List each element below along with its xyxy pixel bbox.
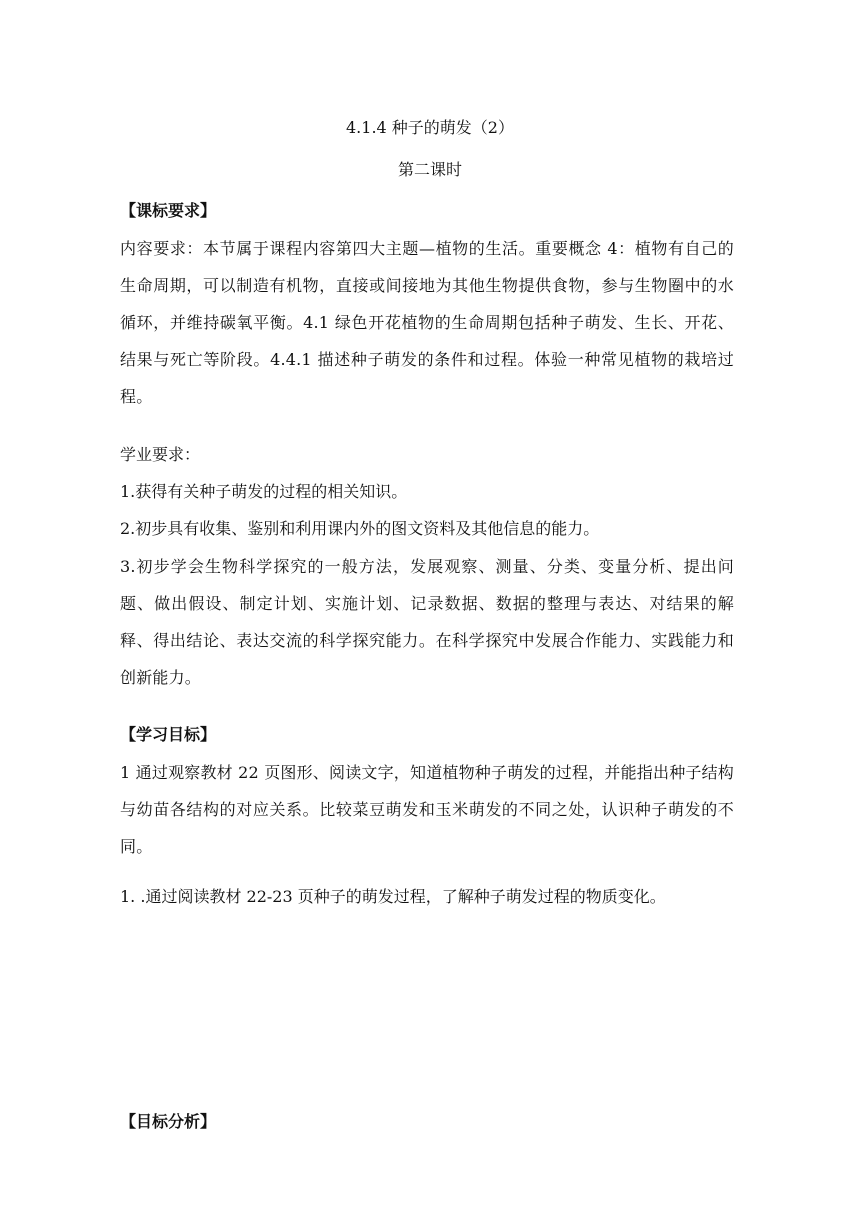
document-subtitle: 第二课时	[397, 160, 462, 179]
section-heading-analysis: 【目标分析】	[120, 1112, 217, 1131]
content-requirement-paragraph: 内容要求：本节属于课程内容第四大主题—植物的生活。重要概念 4：植物有自己的生命周期，可以制造有机物，直接或间接地为其他生物提供食物，参与生物圈中的水循环，并维持碳氧平衡。4.1 绿色开花植物的生命周期包括种子萌发、生长、开花、结果与死亡等阶段。4.4.1 描述种子萌发的条件和过程。体验一种常见植物的栽培过程。	[120, 239, 734, 406]
academic-item: 2.初步具有收集、鉴别和利用课内外的图文资料及其他信息的能力。	[120, 519, 600, 538]
academic-item: 3.初步学会生物科学探究的一般方法，发展观察、测量、分类、变量分析、提出问题、做出假设、制定计划、实施计划、记录数据、数据的整理与表达、对结果的解释、得出结论、表达交流的科学探究能力。在科学探究中发展合作能力、实践能力和创新能力。	[120, 557, 734, 687]
academic-requirement-label: 学业要求：	[120, 445, 201, 464]
academic-item: 1.获得有关种子萌发的过程的相关知识。	[120, 482, 408, 501]
section-heading-curriculum: 【课标要求】	[120, 201, 217, 220]
section-heading-goals: 【学习目标】	[120, 725, 217, 744]
document-title: 4.1.4 种子的萌发（2）	[346, 118, 514, 137]
goal-item: 1. .通过阅读教材 22-23 页种子的萌发过程，了解种子萌发过程的物质变化。	[120, 887, 666, 906]
goal-item: 1 通过观察教材 22 页图形、阅读文字，知道植物种子萌发的过程，并能指出种子结构与幼苗各结构的对应关系。比较菜豆萌发和玉米萌发的不同之处，认识种子萌发的不同。	[120, 763, 734, 856]
